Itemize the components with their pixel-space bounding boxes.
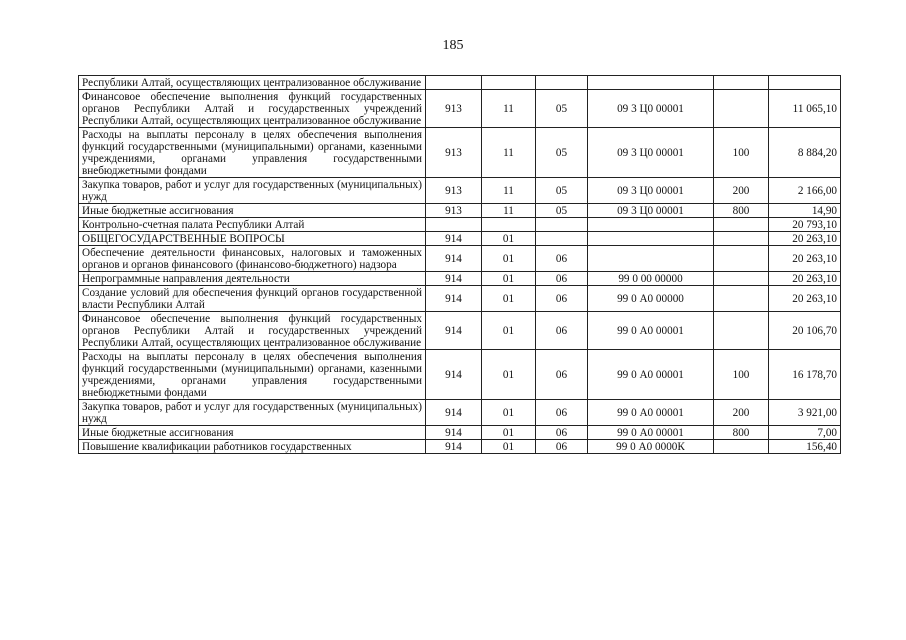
- cell-ministry-code: 913: [426, 90, 482, 128]
- table-row: [79, 426, 841, 440]
- budget-table: [78, 75, 841, 454]
- cell-ministry-code: 914: [426, 246, 482, 272]
- cell-expense-type: [714, 286, 769, 312]
- cell-amount: 20 263,10: [769, 286, 841, 312]
- cell-target-article: 09 3 Ц0 00001: [588, 90, 714, 128]
- cell-amount: 20 263,10: [769, 272, 841, 286]
- cell-target-article: [588, 232, 714, 246]
- cell-target-article: 99 0 00 00000: [588, 272, 714, 286]
- cell-amount: 20 793,10: [769, 218, 841, 232]
- table-row: [79, 350, 841, 400]
- cell-ministry-code: 914: [426, 286, 482, 312]
- cell-section-code: 11: [482, 128, 536, 178]
- cell-ministry-code: 913: [426, 204, 482, 218]
- cell-expense-type: [714, 246, 769, 272]
- cell-subsection-code: 05: [536, 204, 588, 218]
- cell-subsection-code: 06: [536, 286, 588, 312]
- cell-target-article: 99 0 А0 00001: [588, 426, 714, 440]
- cell-name: Иные бюджетные ассигнования: [79, 204, 426, 218]
- cell-amount: 20 263,10: [769, 246, 841, 272]
- cell-amount: 16 178,70: [769, 350, 841, 400]
- cell-ministry-code: 914: [426, 400, 482, 426]
- cell-expense-type: [714, 90, 769, 128]
- cell-ministry-code: [426, 76, 482, 90]
- table-row: [79, 246, 841, 272]
- table-row: [79, 204, 841, 218]
- cell-expense-type: 100: [714, 350, 769, 400]
- cell-expense-type: [714, 312, 769, 350]
- table-row: [79, 178, 841, 204]
- cell-amount: 2 166,00: [769, 178, 841, 204]
- cell-amount: 7,00: [769, 426, 841, 440]
- table-row: [79, 90, 841, 128]
- cell-ministry-code: 913: [426, 128, 482, 178]
- page-number: 185: [442, 38, 464, 53]
- table-body: [79, 76, 841, 454]
- cell-ministry-code: 914: [426, 272, 482, 286]
- cell-ministry-code: [426, 218, 482, 232]
- cell-ministry-code: 914: [426, 350, 482, 400]
- cell-section-code: 01: [482, 312, 536, 350]
- cell-amount: 3 921,00: [769, 400, 841, 426]
- table-row: [79, 272, 841, 286]
- cell-subsection-code: 06: [536, 246, 588, 272]
- cell-section-code: 01: [482, 286, 536, 312]
- cell-name: Создание условий для обеспечения функций органов государственной власти Республики Алтай: [79, 286, 426, 312]
- cell-subsection-code: 06: [536, 312, 588, 350]
- cell-target-article: 09 3 Ц0 00001: [588, 178, 714, 204]
- cell-subsection-code: 06: [536, 426, 588, 440]
- table-row: [79, 232, 841, 246]
- cell-name: Финансовое обеспечение выполнения функций государственных органов Республики Алтай и государственных учреждений Республики Алтай, осуществляющих централизованное обслуживание: [79, 312, 426, 350]
- cell-expense-type: 200: [714, 400, 769, 426]
- cell-amount: 14,90: [769, 204, 841, 218]
- cell-name: Контрольно-счетная палата Республики Алтай: [79, 218, 426, 232]
- cell-target-article: [588, 218, 714, 232]
- table-row: [79, 400, 841, 426]
- cell-target-article: [588, 246, 714, 272]
- cell-expense-type: [714, 272, 769, 286]
- cell-target-article: 09 3 Ц0 00001: [588, 128, 714, 178]
- cell-name: Республики Алтай, осуществляющих централизованное обслуживание: [79, 76, 426, 90]
- cell-section-code: 01: [482, 426, 536, 440]
- cell-section-code: 01: [482, 272, 536, 286]
- cell-ministry-code: 914: [426, 440, 482, 454]
- cell-name: Финансовое обеспечение выполнения функций государственных органов Республики Алтай и государственных учреждений Республики Алтай, осуществляющих централизованное обслуживание: [79, 90, 426, 128]
- cell-target-article: 99 0 А0 00001: [588, 400, 714, 426]
- cell-name: Закупка товаров, работ и услуг для государственных (муниципальных) нужд: [79, 178, 426, 204]
- cell-name: Закупка товаров, работ и услуг для государственных (муниципальных) нужд: [79, 400, 426, 426]
- table-row: [79, 218, 841, 232]
- cell-section-code: 01: [482, 400, 536, 426]
- cell-section-code: 11: [482, 204, 536, 218]
- table-row: [79, 128, 841, 178]
- table-row: [79, 76, 841, 90]
- cell-expense-type: [714, 218, 769, 232]
- cell-subsection-code: [536, 76, 588, 90]
- cell-section-code: [482, 218, 536, 232]
- table-row: [79, 440, 841, 454]
- cell-subsection-code: 05: [536, 178, 588, 204]
- cell-target-article: 99 0 А0 0000К: [588, 440, 714, 454]
- cell-subsection-code: 05: [536, 128, 588, 178]
- cell-amount: 8 884,20: [769, 128, 841, 178]
- cell-target-article: 99 0 А0 00000: [588, 286, 714, 312]
- cell-name: Обеспечение деятельности финансовых, налоговых и таможенных органов и органов финансового (финансово-бюджетного) надзора: [79, 246, 426, 272]
- cell-target-article: [588, 76, 714, 90]
- cell-name: Расходы на выплаты персоналу в целях обеспечения выполнения функций государственными (муниципальными) органами, казенными учреждениями, органами управления государственными внебюджетными фондами: [79, 350, 426, 400]
- cell-name: Непрограммные направления деятельности: [79, 272, 426, 286]
- cell-subsection-code: 06: [536, 400, 588, 426]
- cell-subsection-code: 06: [536, 350, 588, 400]
- cell-target-article: 09 3 Ц0 00001: [588, 204, 714, 218]
- cell-section-code: 11: [482, 90, 536, 128]
- table-row: [79, 286, 841, 312]
- cell-amount: [769, 76, 841, 90]
- cell-subsection-code: [536, 218, 588, 232]
- cell-name: Повышение квалификации работников государственных: [79, 440, 426, 454]
- cell-name: Иные бюджетные ассигнования: [79, 426, 426, 440]
- cell-ministry-code: 914: [426, 232, 482, 246]
- cell-section-code: 01: [482, 232, 536, 246]
- cell-name: ОБЩЕГОСУДАРСТВЕННЫЕ ВОПРОСЫ: [79, 232, 426, 246]
- cell-section-code: 01: [482, 440, 536, 454]
- cell-subsection-code: 06: [536, 440, 588, 454]
- cell-section-code: 01: [482, 350, 536, 400]
- cell-ministry-code: 914: [426, 312, 482, 350]
- cell-amount: 20 263,10: [769, 232, 841, 246]
- cell-expense-type: [714, 440, 769, 454]
- cell-subsection-code: 06: [536, 272, 588, 286]
- cell-section-code: 11: [482, 178, 536, 204]
- cell-amount: 11 065,10: [769, 90, 841, 128]
- cell-expense-type: 800: [714, 426, 769, 440]
- cell-section-code: [482, 76, 536, 90]
- cell-subsection-code: [536, 232, 588, 246]
- cell-subsection-code: 05: [536, 90, 588, 128]
- cell-target-article: 99 0 А0 00001: [588, 312, 714, 350]
- cell-target-article: 99 0 А0 00001: [588, 350, 714, 400]
- cell-expense-type: [714, 76, 769, 90]
- cell-expense-type: 100: [714, 128, 769, 178]
- cell-expense-type: [714, 232, 769, 246]
- cell-amount: 20 106,70: [769, 312, 841, 350]
- cell-amount: 156,40: [769, 440, 841, 454]
- cell-expense-type: 800: [714, 204, 769, 218]
- cell-section-code: 01: [482, 246, 536, 272]
- table-row: [79, 312, 841, 350]
- cell-expense-type: 200: [714, 178, 769, 204]
- cell-ministry-code: 913: [426, 178, 482, 204]
- cell-name: Расходы на выплаты персоналу в целях обеспечения выполнения функций государственными (муниципальными) органами, казенными учреждениями, органами управления государственными внебюджетными фондами: [79, 128, 426, 178]
- cell-ministry-code: 914: [426, 426, 482, 440]
